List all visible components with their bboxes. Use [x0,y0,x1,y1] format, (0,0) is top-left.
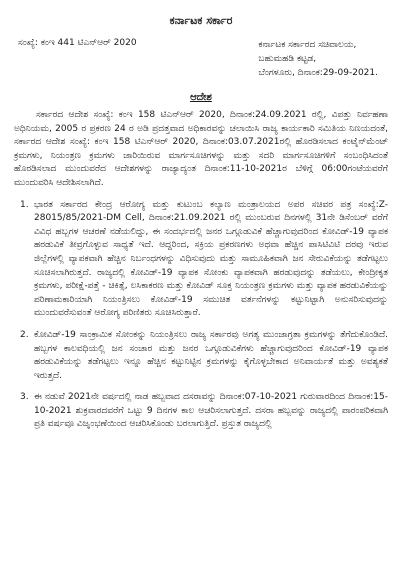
point-text: ಕೋವಿಡ್-19 ಸಾಂಕ್ರಾಮಿಕ ಸೋಂಕನ್ನು ನಿಯಂತ್ರಿಸಲು ರಾಜ್ಯ ಸರ್ಕಾರವು ಅಗತ್ಯ ಮುಂಜಾಗ್ರತಾ ಕ್ರಮಗಳನ್ನು ತೆಗೆದುಕೊಂಡಿದೆ. ಹಬ್ಬಗಳ ಕಾಲವಧಿಯಲ್ಲಿ ಜನ ಸಂಚಾರ ಮತ್ತು ಜನರ ಒಗ್ಗೂಡುವಿಕೆಗಳು ಹೆಚ್ಚಾಗುವುದರಿಂದ ಕೋವಿಡ್-19 ವ್ಯಾಪಕ ಹರಡುವಿಕೆಯನ್ನು ತಡೆಗಟ್ಟಲು ಇನ್ನೂ ಹೆಚ್ಚಿನ ಕಟ್ಟುನಿಟ್ಟಿನ ಕ್ರಮಗಳನ್ನು ಕೈಗೊಳ್ಳಬೇಕಾದ ಅನಿವಾರ್ಯತೆ ಮತ್ತು ಅವಶ್ಯಕತೆ ಇರುತ್ತದೆ. [34,329,388,381]
office-line-1: ಕರ್ನಾಟಕ ಸರ್ಕಾರದ ಸಚಿವಾಲಯ, [258,40,357,50]
header-row [14,38,388,80]
intro-paragraph: ಸರ್ಕಾರದ ಆದೇಶ ಸಂಖ್ಯೆ: ಕಂಇ 158 ಟಿಎನ್‌ಆರ್ 2020, ದಿನಾಂಕ:24.09.2021 ರಲ್ಲಿ, ವಿಪತ್ತು ನಿರ್ವಹಣಾ ಅಧಿನಿಯಮ, 2005 ರ ಪ್ರಕರಣ 24 ರ ಅಡಿ ಪ್ರದತ್ತವಾದ ಅಧಿಕಾರವನ್ನು ಚಲಾಯಿಸಿ ರಾಜ್ಯ ಕಾರ್ಯಕಾರಿ ಸಮಿತಿಯ ನಿಣಯದಂತೆ, ಸರ್ಕಾರದ ಆದೇಶ ಸಂಖ್ಯೆ: ಕಂಇ 158 ಟಿಎನ್‌ಆರ್ 2020, ದಿನಾಂಕ:03.07.2021ರಲ್ಲಿ ಹೊರಡಿಸಲಾದ ಕಂಟೈನ್‌ಮೆಂಟ್ ಕ್ರಮಗಳು, ನಿಯಂತ್ರಣ ಕ್ರಮಗಳು ಜಾರಿಯಿರುವ ಮಾರ್ಗಸೂಚಿಗಳನ್ನು ಮತ್ತು ಸದರಿ ಮಾರ್ಗಸೂಚಿಗಳಿಗೆ ಸಂಬಂಧಿಸಿದಂತೆ ಹೊರಡಿಸಲಾದ ಮುಂದುವರೆದ ಆದೇಶಗಳನ್ನು ರಾಜ್ಯಾದ್ಯಂತ ದಿನಾಂಕ:11-10-2021ರ ಬೆಳಿಗ್ಗೆ 06:00ಗಂಟೆಯವರೆಗೆ ಮುಂದುವರಿಸಿ ಆದೇಶಿಸಲಾಗಿದೆ. [14,110,388,188]
order-points [14,199,388,433]
order-title: ಆದೇಶ [190,92,212,103]
point-text: ಈ ನಡುವೆ 2021ನೇ ವರ್ಷದಲ್ಲಿ ನಾಡ ಹಬ್ಬವಾದ ದಸರಾವನ್ನು ದಿನಾಂಕ:07-10-2021 ಗುರುವಾರದಿಂದ ದಿನಾಂಕ:15-10-2021 ಶುಕ್ರವಾರದವರೆಗೆ ಒಟ್ಟು 9 ದಿನಗಳ ಕಾಲ ಆಚರಿಸಲಾಗುತ್ತದೆ. ದಸರಾ ಹಬ್ಬವನ್ನು ರಾಜ್ಯದಲ್ಲಿ ಪಾರಂಪರಿಕವಾಗಿ ಪ್ರತಿ ವರ್ಷವೂ ವಿಜೃಂಭಣೆಯಿಂದ ಆಚರಿಸಿಕೊಂಡು ಬರಲಾಗುತ್ತಿದೆ. ಪ್ರಸ್ತುತ ರಾಜ್ಯದಲ್ಲಿ [34,392,388,430]
list-item [14,199,388,321]
list-item [14,329,388,383]
reference-number: ಸಂಖ್ಯೆ: ಕಂಇ 441 ಟಿಎನ್‌ಆರ್ 2020 [18,38,137,48]
point-number: 2. [20,329,29,340]
point-number: 1. [20,199,29,210]
point-text: ಭಾರತ ಸರ್ಕಾರದ ಕೇಂದ್ರ ಆರೋಗ್ಯ ಮತ್ತು ಕುಟುಂಬ ಕಲ್ಯಾಣ ಮಂತ್ರಾಲಯದ ಅಪರ ಸಚಿವರ ಪತ್ರ ಸಂಖ್ಯೆ:Z-28015/85/2021-DM Cell, ದಿನಾಂಕ:21.09.2021 ರಲ್ಲಿ ಮುಂಬರುವ ದಿನಗಳಲ್ಲಿ 31ನೇ ಡಿಸೆಂಬರ್ ವರೆಗೆ ವಿವಿಧ ಹಬ್ಬಗಳ ಆಚರಣೆ ನಡೆಯಲಿದ್ದು, ಈ ಸಂದರ್ಭದಲ್ಲಿ ಜನರ ಒಗ್ಗೂಡುವಿಕೆ ಹೆಚ್ಚಾಗುವುದರಿಂದ ಕೋವಿಡ್-19 ವ್ಯಾಪಕ ಹರಡುವಿಕೆ ತೀವ್ರಗೊಳ್ಳುವ ಸಾಧ್ಯತೆ ಇದೆ. ಆದ್ದರಿಂದ, ಸಕ್ರಿಯ ಪ್ರಕರಣಗಳು ಅಥವಾ ಹೆಚ್ಚಿನ ಪಾಸಿಟಿವಿಟಿ ದರವು ಇರುವ ಜಿಲ್ಲೆಗಳಲ್ಲಿ ವ್ಯಾಪಕವಾಗಿ ಹೆಚ್ಚಿನ ನಿರ್ಬಂಧಗಳನ್ನು ವಿಧಿಸುವುದು ಮತ್ತು ಸಾಮೂಹಿಕವಾಗಿ ಜನ ಸೇರುವಿಕೆಯನ್ನು ತಡೆಗಟ್ಟಲು ಸೂಚಿಸಲಾಗಿರುತ್ತದೆ. ರಾಜ್ಯದಲ್ಲಿ ಕೋವಿಡ್-19 ವ್ಯಾಪಕ ಸೋಂಕು ವ್ಯಾಪಕವಾಗಿ ಹರಡುವುದನ್ನು ತಡೆಯಲು, ಕೇಂದ್ರೀಕೃತ ಕ್ರಮಗಳು, ಪರೀಕ್ಷೆ-ಪತ್ತೆ - ಚಿಕಿತ್ಸೆ, ಲಸಿಕಾಕರಣ ಮತ್ತು ಕೋವಿಡ್ ಸೂಕ್ತ ನಿಯಂತ್ರಣ ಕ್ರಮಗಳು ಮತ್ತು ವ್ಯಾಪಕ ಹರಡುವಿಕೆಯನ್ನು ಪರಿಣಾಮಕಾರಿಯಾಗಿ ನಿಯಂತ್ರಿಸಲು ಕೋವಿಡ್-19 ಸಮುಚಿತ ವರ್ತನೆಗಳನ್ನು ಕಟ್ಟುನಿಟ್ಟಾಗಿ ಅನುಸರಿಸುವುದನ್ನು ಮುಂದುವರೆಸುವಂತೆ ಆರೋಗ್ಯ ಪರಿಣಿತರು ಸೂಚಿಸಿರುತ್ತಾರೆ. [34,199,388,319]
list-item [14,391,388,432]
office-line-2: ಬಹುಮಹಡಿ ಕಟ್ಟಡ, [258,54,317,64]
government-title: ಕರ್ನಾಟಕ ಸರ್ಕಾರ [169,14,233,27]
point-number: 3. [20,392,29,403]
office-address [258,38,378,80]
office-line-3: ಬೆಂಗಳೂರು, ದಿನಾಂಕ:29-09-2021. [258,68,378,78]
